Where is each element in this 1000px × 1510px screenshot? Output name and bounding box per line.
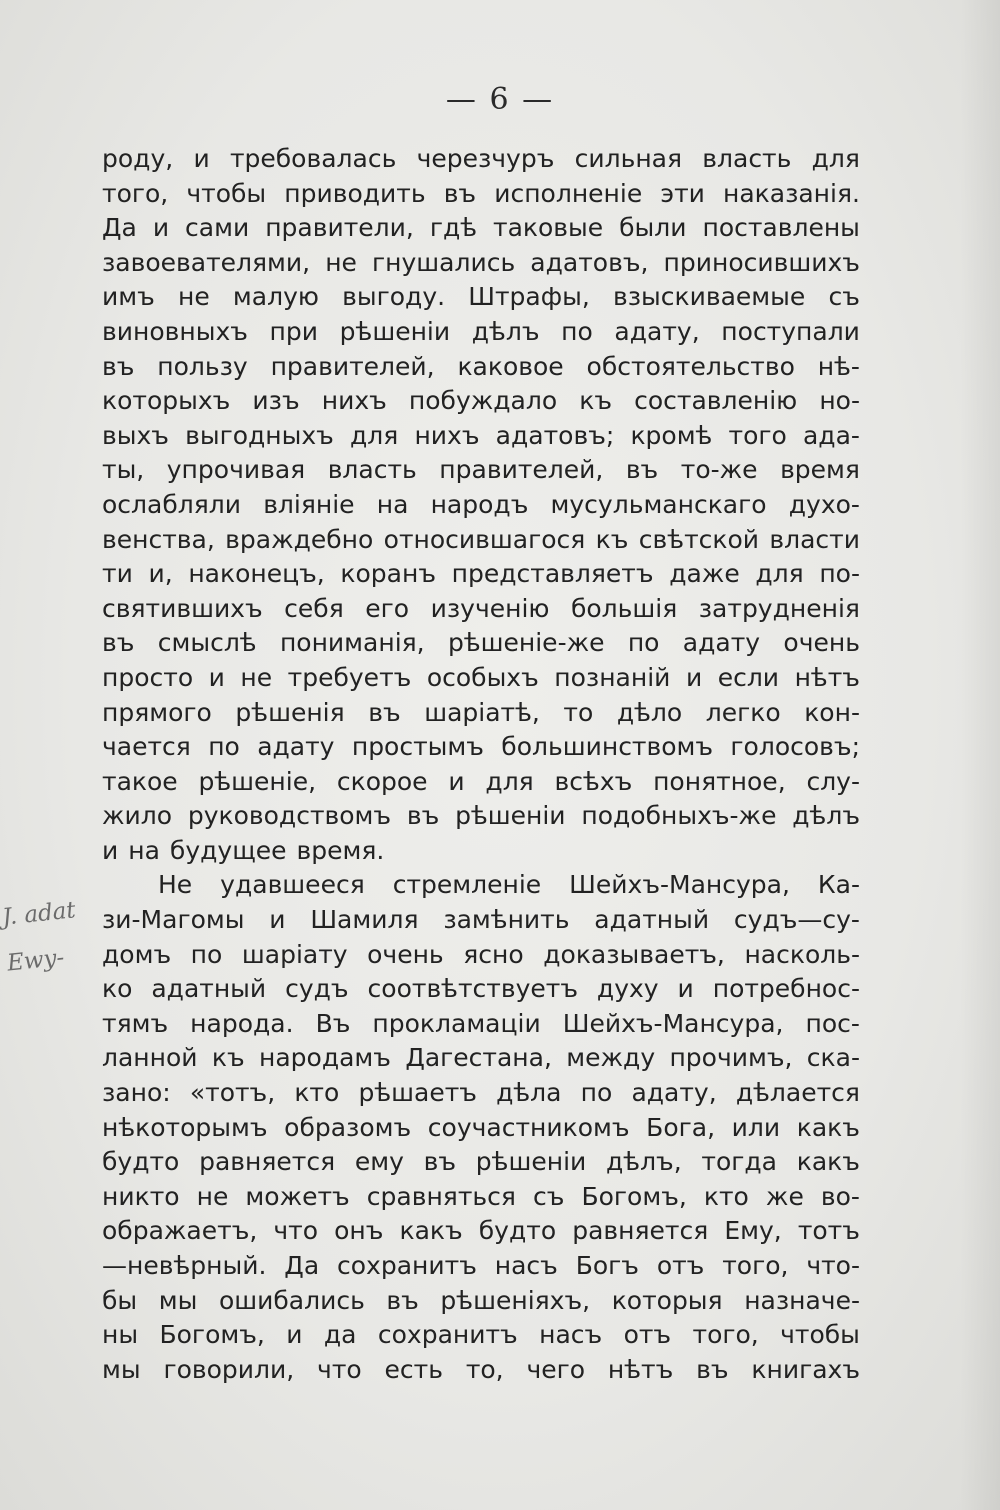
- word: въ: [386, 1285, 419, 1315]
- word: большинствомъ: [501, 732, 714, 762]
- word: если: [717, 662, 780, 692]
- word: таковые: [493, 213, 604, 243]
- word: нѣ-: [817, 351, 860, 381]
- word: сравняться: [366, 1181, 516, 1211]
- word: то,: [465, 1354, 504, 1384]
- word: въ: [696, 1354, 729, 1384]
- word: даже: [669, 559, 740, 589]
- word: при: [269, 316, 319, 346]
- text-line: [102, 419, 860, 454]
- word: легко: [705, 697, 781, 727]
- word: народъ: [430, 489, 529, 519]
- word: власти: [769, 524, 860, 554]
- word: каковое: [457, 351, 564, 381]
- word: не: [240, 662, 273, 692]
- word: домъ: [102, 939, 172, 969]
- word: ему: [354, 1147, 404, 1177]
- word: —невѣрный.: [102, 1251, 267, 1280]
- word: такое: [102, 766, 178, 796]
- word: выгоду.: [342, 282, 446, 312]
- word: Шейхъ-Мансура,: [569, 870, 790, 900]
- word: рѣшеніи: [339, 316, 451, 346]
- word: поступали: [721, 316, 860, 346]
- word: адату: [257, 732, 335, 762]
- word: нихъ: [414, 420, 480, 450]
- word: того: [728, 420, 787, 450]
- word: прокламаціи: [372, 1008, 541, 1038]
- word: для: [349, 420, 399, 450]
- word: вліяніе: [263, 489, 355, 519]
- word: были: [619, 213, 687, 243]
- word: адату,: [614, 316, 700, 346]
- word: да: [323, 1320, 357, 1350]
- word: «тотъ,: [189, 1078, 276, 1108]
- text-line: [102, 1214, 860, 1249]
- word: для: [485, 766, 534, 796]
- word: въ: [423, 1147, 457, 1177]
- word: выгодныхъ: [185, 420, 334, 450]
- word: по: [627, 628, 660, 658]
- word: и: [152, 213, 170, 243]
- word: гдѣ: [429, 213, 478, 243]
- word: Богомъ,: [159, 1320, 265, 1350]
- word: побуждало: [408, 386, 558, 416]
- word: тогда: [701, 1147, 778, 1177]
- text-line: [102, 1318, 860, 1353]
- word: адату: [682, 628, 761, 658]
- word: зи-Магомы: [102, 905, 245, 935]
- word: Ка-: [817, 870, 860, 900]
- text-line: [102, 557, 860, 592]
- word: очень: [367, 939, 444, 969]
- text-line: [102, 523, 860, 558]
- word: Богъ: [575, 1251, 639, 1280]
- word: дѣлается: [735, 1078, 860, 1108]
- word: и: [448, 766, 465, 796]
- word: представляетъ: [451, 559, 654, 589]
- word: и,: [148, 559, 173, 589]
- word: доказываетъ,: [543, 939, 725, 969]
- word: кромѣ: [630, 420, 713, 450]
- word: что-: [806, 1251, 860, 1280]
- word: книгахъ: [751, 1354, 860, 1384]
- word: насъ: [494, 1251, 558, 1280]
- text-line: [102, 1111, 860, 1146]
- word: Бога,: [646, 1112, 716, 1142]
- text-line: [102, 938, 860, 973]
- word: равняется: [572, 1216, 709, 1246]
- word: къ: [579, 386, 613, 416]
- word: потребнос-: [712, 974, 860, 1004]
- word: адатный: [151, 974, 267, 1004]
- word: и: [286, 1320, 303, 1350]
- text-line: [102, 350, 860, 385]
- word: виновныхъ: [102, 316, 248, 346]
- text-line: [102, 177, 860, 212]
- word: образомъ: [284, 1112, 412, 1142]
- word: нихъ: [321, 386, 387, 416]
- body-text: [102, 142, 860, 1387]
- text-line: [102, 488, 860, 523]
- word: всѣхъ: [554, 766, 633, 796]
- word: Шамиля: [310, 905, 419, 935]
- word: назначе-: [744, 1285, 860, 1315]
- word: чается: [102, 732, 191, 762]
- word: къ: [211, 1043, 245, 1073]
- word: мы: [102, 1354, 141, 1384]
- word: изъ: [252, 386, 300, 416]
- word: или: [731, 1112, 781, 1142]
- word: въ: [102, 628, 135, 658]
- word: взыскиваемые: [613, 282, 806, 312]
- word: чего: [526, 1354, 586, 1384]
- word: гнушались: [372, 247, 516, 277]
- word: будто: [102, 1147, 180, 1177]
- word: сохранитъ: [377, 1320, 518, 1350]
- text-line: [102, 246, 860, 281]
- word: зано:: [102, 1078, 171, 1108]
- word: чтобы: [780, 1320, 860, 1350]
- word: съ: [532, 1181, 565, 1211]
- text-line: [102, 834, 860, 869]
- word: Штрафы,: [468, 282, 590, 312]
- word: по: [208, 732, 240, 762]
- word: правителей,: [270, 351, 435, 381]
- word: которыя: [611, 1285, 723, 1315]
- word: того,: [692, 1320, 759, 1350]
- text-line: [102, 1180, 860, 1215]
- word: въ: [102, 351, 135, 381]
- word: приносившихъ: [663, 247, 860, 277]
- word: адатовъ,: [530, 247, 649, 277]
- word: во-: [820, 1181, 860, 1211]
- word: есть: [384, 1354, 443, 1384]
- word: между: [566, 1043, 656, 1073]
- word: соотвѣтствуетъ: [367, 974, 578, 1004]
- word: ны: [102, 1320, 139, 1350]
- word: для: [755, 559, 804, 589]
- word: будущее: [169, 835, 287, 865]
- word: коранъ: [340, 559, 436, 589]
- word: правители,: [265, 213, 414, 243]
- word: правителей,: [439, 455, 604, 485]
- word: себя: [284, 593, 344, 623]
- page-number: — 6 —: [445, 82, 555, 117]
- word: и: [193, 144, 210, 173]
- word: и: [208, 662, 225, 692]
- word: ска-: [806, 1043, 860, 1073]
- text-line: [102, 730, 860, 765]
- word: замѣнить: [443, 905, 570, 935]
- word: исполненіе: [494, 178, 643, 208]
- word: Не: [158, 870, 193, 900]
- word: скорое: [336, 766, 428, 796]
- word: требуетъ: [287, 662, 412, 692]
- word: не: [196, 1181, 229, 1211]
- word: Въ: [315, 1008, 351, 1038]
- word: власть: [702, 144, 792, 173]
- word: мы: [158, 1285, 198, 1315]
- word: съ: [828, 282, 860, 312]
- word: ясно: [463, 939, 524, 969]
- word: черезчуръ: [416, 144, 555, 173]
- word: упрочивая: [166, 455, 306, 485]
- text-line: [102, 799, 860, 834]
- word: равняется: [199, 1147, 336, 1177]
- word: не: [325, 247, 357, 277]
- word: рѣшенія: [235, 697, 345, 727]
- word: въ: [406, 801, 440, 831]
- word: соучастникомъ: [427, 1112, 630, 1142]
- text-line: [102, 211, 860, 246]
- text-line: [102, 280, 860, 315]
- word: слу-: [806, 766, 860, 796]
- word: что: [317, 1354, 362, 1384]
- word: смыслѣ: [157, 628, 257, 658]
- word: на: [376, 489, 409, 519]
- word: выхъ: [102, 420, 169, 450]
- word: то: [563, 697, 594, 727]
- text-line: [102, 592, 860, 627]
- word: тямъ: [102, 1008, 169, 1038]
- text-line: [102, 1076, 860, 1111]
- word: по-: [819, 559, 860, 589]
- text-line: [102, 142, 860, 177]
- text-line: [102, 1284, 860, 1319]
- word: и: [269, 905, 286, 935]
- word: народа.: [190, 1008, 294, 1038]
- word: кон-: [804, 697, 860, 727]
- word: ко: [102, 974, 133, 1004]
- word: пользу: [157, 351, 248, 381]
- word: въ: [625, 455, 659, 485]
- word: дѣлъ: [792, 801, 860, 831]
- word: никто: [102, 1181, 180, 1211]
- word: власть: [327, 455, 417, 485]
- word: нѣтъ: [794, 662, 860, 692]
- word: того,: [722, 1251, 789, 1280]
- word: познаній: [554, 662, 671, 692]
- word: онъ: [334, 1216, 384, 1246]
- word: того,: [102, 178, 169, 208]
- word: Шейхъ-Мансура,: [562, 1008, 784, 1038]
- word: подобныхъ-же: [581, 801, 777, 831]
- word: затрудненія: [698, 593, 860, 623]
- word: которыхъ: [102, 386, 231, 416]
- word: простымъ: [351, 732, 484, 762]
- word: рѣшеніи: [455, 801, 566, 831]
- text-line: [102, 453, 860, 488]
- word: малую: [232, 282, 319, 312]
- word: его: [365, 593, 410, 623]
- word: Да: [284, 1251, 320, 1280]
- text-line: [102, 972, 860, 1007]
- word: не: [177, 282, 210, 312]
- word: ты,: [102, 455, 145, 485]
- word: сохранитъ: [337, 1251, 477, 1280]
- word: рѣшаетъ: [358, 1078, 477, 1108]
- word: адатовъ;: [495, 420, 615, 450]
- word: имъ: [102, 282, 155, 312]
- word: удавшееся: [220, 870, 365, 900]
- word: пониманія,: [279, 628, 425, 658]
- word: ображаетъ,: [102, 1216, 258, 1246]
- word: какъ: [796, 1112, 860, 1142]
- word: наконецъ,: [188, 559, 325, 589]
- word: ти: [102, 559, 133, 589]
- word: время.: [296, 835, 385, 865]
- word: понятное,: [653, 766, 786, 796]
- word: въ: [368, 697, 401, 727]
- word: роду,: [102, 144, 174, 173]
- word: изученію: [430, 593, 550, 623]
- word: ошибались: [218, 1285, 365, 1315]
- word: будто: [478, 1216, 557, 1246]
- text-line: [102, 903, 860, 938]
- word: особыхъ: [426, 662, 539, 692]
- text-line: [102, 315, 860, 350]
- word: сами: [185, 213, 250, 243]
- word: адатный: [594, 905, 710, 935]
- word: рѣшеніе,: [198, 766, 317, 796]
- word: Богомъ,: [581, 1181, 687, 1211]
- text-line: [102, 868, 860, 903]
- word: что: [273, 1216, 319, 1246]
- word: насколь-: [744, 939, 860, 969]
- word: дѣлъ,: [606, 1147, 682, 1177]
- page-edge-shadow: [960, 0, 1000, 1510]
- word: въ: [443, 178, 477, 208]
- word: время: [780, 455, 860, 485]
- text-line: [102, 1041, 860, 1076]
- word: наказанія.: [722, 178, 860, 208]
- text-line: [102, 1353, 860, 1388]
- word: какъ: [796, 1147, 860, 1177]
- word: Ему,: [724, 1216, 782, 1246]
- word: большія: [570, 593, 678, 623]
- word: то-же: [680, 455, 758, 485]
- word: кто: [703, 1181, 749, 1211]
- word: Дагестана,: [405, 1043, 552, 1073]
- word: Да: [102, 213, 137, 243]
- word: и: [102, 835, 119, 865]
- word: говорили,: [163, 1354, 295, 1384]
- margin-note-line: J. adat: [1, 897, 77, 931]
- word: очень: [783, 628, 860, 658]
- word: по: [561, 316, 593, 346]
- word: и: [677, 974, 694, 1004]
- text-line: [102, 765, 860, 800]
- text-line: [102, 384, 860, 419]
- word: мусульманскаго: [550, 489, 767, 519]
- word: составленію: [634, 386, 798, 416]
- word: на: [128, 835, 160, 865]
- word: духу: [596, 974, 659, 1004]
- word: прочимъ,: [669, 1043, 793, 1073]
- text-line: [102, 661, 860, 696]
- word: кто: [294, 1078, 340, 1108]
- word: по: [190, 939, 223, 969]
- margin-note-line: Ewy-: [5, 944, 66, 977]
- word: свѣтской: [638, 524, 760, 554]
- word: стремленіе: [392, 870, 542, 900]
- word: нѣтъ: [607, 1354, 674, 1384]
- word: отъ: [623, 1320, 672, 1350]
- text-line: [102, 1145, 860, 1180]
- word: венства,: [102, 524, 215, 554]
- word: приводить: [284, 178, 426, 208]
- word: ланной: [102, 1043, 198, 1073]
- word: отъ: [656, 1251, 705, 1280]
- word: можетъ: [245, 1181, 350, 1211]
- word: бы: [102, 1285, 138, 1315]
- word: прямого: [102, 697, 212, 727]
- text-line: [102, 1249, 860, 1284]
- word: какъ: [399, 1216, 463, 1246]
- word: судъ: [285, 974, 349, 1004]
- word: просто: [102, 662, 194, 692]
- word: относившагося: [383, 524, 586, 554]
- word: руководствомъ: [187, 801, 392, 831]
- word: адату,: [631, 1078, 717, 1108]
- word: рѣшеніяхъ,: [440, 1285, 591, 1315]
- word: святившихъ: [102, 593, 263, 623]
- handwritten-margin-note: [0, 885, 104, 986]
- word: судъ—су-: [733, 905, 860, 935]
- word: дѣло: [616, 697, 683, 727]
- word: голосовъ;: [730, 732, 860, 762]
- word: шаріатѣ,: [424, 697, 540, 727]
- text-line: [102, 626, 860, 661]
- word: къ: [595, 524, 629, 554]
- word: враждебно: [225, 524, 374, 554]
- text-line: [102, 1007, 860, 1042]
- word: и: [685, 662, 703, 692]
- text-line: [102, 696, 860, 731]
- word: обстоятельство: [586, 351, 795, 381]
- word: эти: [660, 178, 705, 208]
- word: чтобы: [186, 178, 267, 208]
- word: поставлены: [702, 213, 860, 243]
- word: завоевателями,: [102, 247, 311, 277]
- word: народамъ: [259, 1043, 391, 1073]
- word: тотъ: [797, 1216, 860, 1246]
- word: шаріату: [241, 939, 348, 969]
- word: требовалась: [229, 144, 397, 173]
- word: дѣлъ: [471, 316, 540, 346]
- word: нѣкоторымъ: [102, 1112, 268, 1142]
- word: рѣшеніе-же: [447, 628, 605, 658]
- word: ослабляли: [102, 489, 242, 519]
- word: жило: [102, 801, 173, 831]
- word: пос-: [805, 1008, 860, 1038]
- word: ада-: [802, 420, 860, 450]
- word: же: [765, 1181, 804, 1211]
- word: дѣла: [496, 1078, 562, 1108]
- word: сильная: [574, 144, 683, 173]
- word: насъ: [539, 1320, 603, 1350]
- word: по: [580, 1078, 613, 1108]
- word: для: [811, 144, 860, 173]
- word: духо-: [788, 489, 860, 519]
- word: рѣшеніи: [475, 1147, 587, 1177]
- word: но-: [819, 386, 860, 416]
